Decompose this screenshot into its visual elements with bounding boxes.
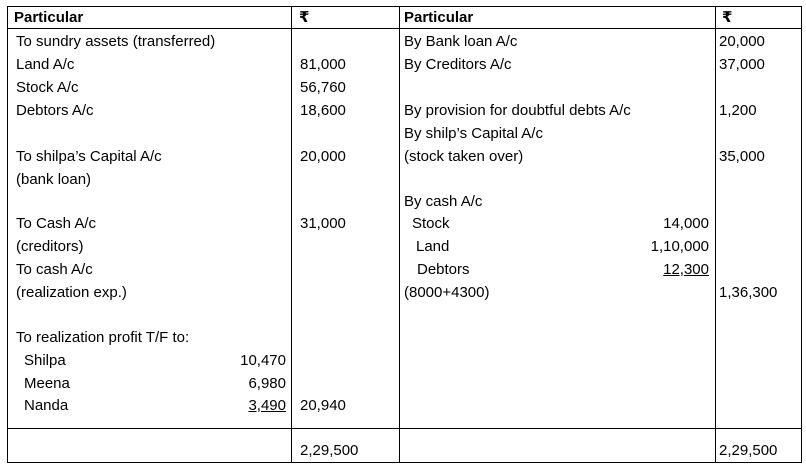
column-divider [399, 7, 400, 462]
partner-shilpa-name: Shilpa [24, 352, 66, 369]
shilp-capital-label: By shilp’s Capital A/c [404, 125, 543, 142]
cash-debtors-name: Debtors [417, 261, 470, 278]
cash-land-amount: 1,10,000 [650, 238, 709, 255]
shilpa-capital-note: (bank loan) [16, 171, 92, 188]
realization-profit-total: 20,940 [300, 397, 346, 414]
realization-profit-label: To realization profit T/F to: [16, 329, 190, 346]
cash-creditors-label: To Cash A/c [16, 215, 97, 232]
bank-loan-label: By Bank loan A/c [404, 33, 518, 50]
sundry-assets-label: To sundry assets (transferred) [16, 33, 216, 50]
shilpa-capital-label: To shilpa’s Capital A/c [16, 148, 162, 165]
partner-nanda-amount: 3,490 [248, 397, 286, 414]
cash-stock-amount: 14,000 [663, 215, 709, 232]
partner-nanda-name: Nanda [24, 397, 69, 414]
debtors-amount: 18,600 [300, 102, 346, 119]
cash-label: By cash A/c [404, 193, 483, 210]
cash-realization-note: (realization exp.) [16, 284, 127, 301]
land-amount: 81,000 [300, 56, 346, 73]
column-divider [715, 7, 716, 462]
cash-creditors-amount: 31,000 [300, 215, 346, 232]
shilpa-capital-amount: 20,000 [300, 148, 346, 165]
left-amount-header: ₹ [299, 9, 310, 26]
header-divider [8, 28, 801, 29]
cash-creditors-note: (creditors) [16, 238, 84, 255]
stock-label: Stock A/c [16, 79, 79, 96]
provision-label: By provision for doubtful debts A/c [404, 102, 631, 119]
debit-grand-total: 2,29,500 [300, 442, 359, 459]
total-divider [8, 428, 400, 429]
right-particular-header: Particular [404, 9, 474, 26]
creditors-label: By Creditors A/c [404, 56, 512, 73]
cash-stock-name: Stock [412, 215, 450, 232]
cash-total: 1,36,300 [719, 284, 778, 301]
cash-realization-label: To cash A/c [16, 261, 93, 278]
shilp-capital-amount: 35,000 [719, 148, 765, 165]
credit-grand-total: 2,29,500 [719, 442, 778, 459]
realization-account-table [7, 6, 802, 463]
stock-amount: 56,760 [300, 79, 346, 96]
debtors-label: Debtors A/c [16, 102, 94, 119]
cash-debtors-amount: 12,300 [663, 261, 709, 278]
partner-shilpa-amount: 10,470 [240, 352, 286, 369]
partner-meena-name: Meena [24, 375, 70, 392]
partner-meena-amount: 6,980 [248, 375, 286, 392]
provision-amount: 1,200 [719, 102, 757, 119]
total-divider [399, 428, 801, 429]
land-label: Land A/c [16, 56, 75, 73]
creditors-amount: 37,000 [719, 56, 765, 73]
bank-loan-amount: 20,000 [719, 33, 765, 50]
cash-land-name: Land [416, 238, 450, 255]
column-divider [291, 7, 292, 462]
right-amount-header: ₹ [722, 9, 733, 26]
cash-note: (8000+4300) [404, 284, 490, 301]
left-particular-header: Particular [14, 9, 84, 26]
shilp-capital-note: (stock taken over) [404, 148, 524, 165]
